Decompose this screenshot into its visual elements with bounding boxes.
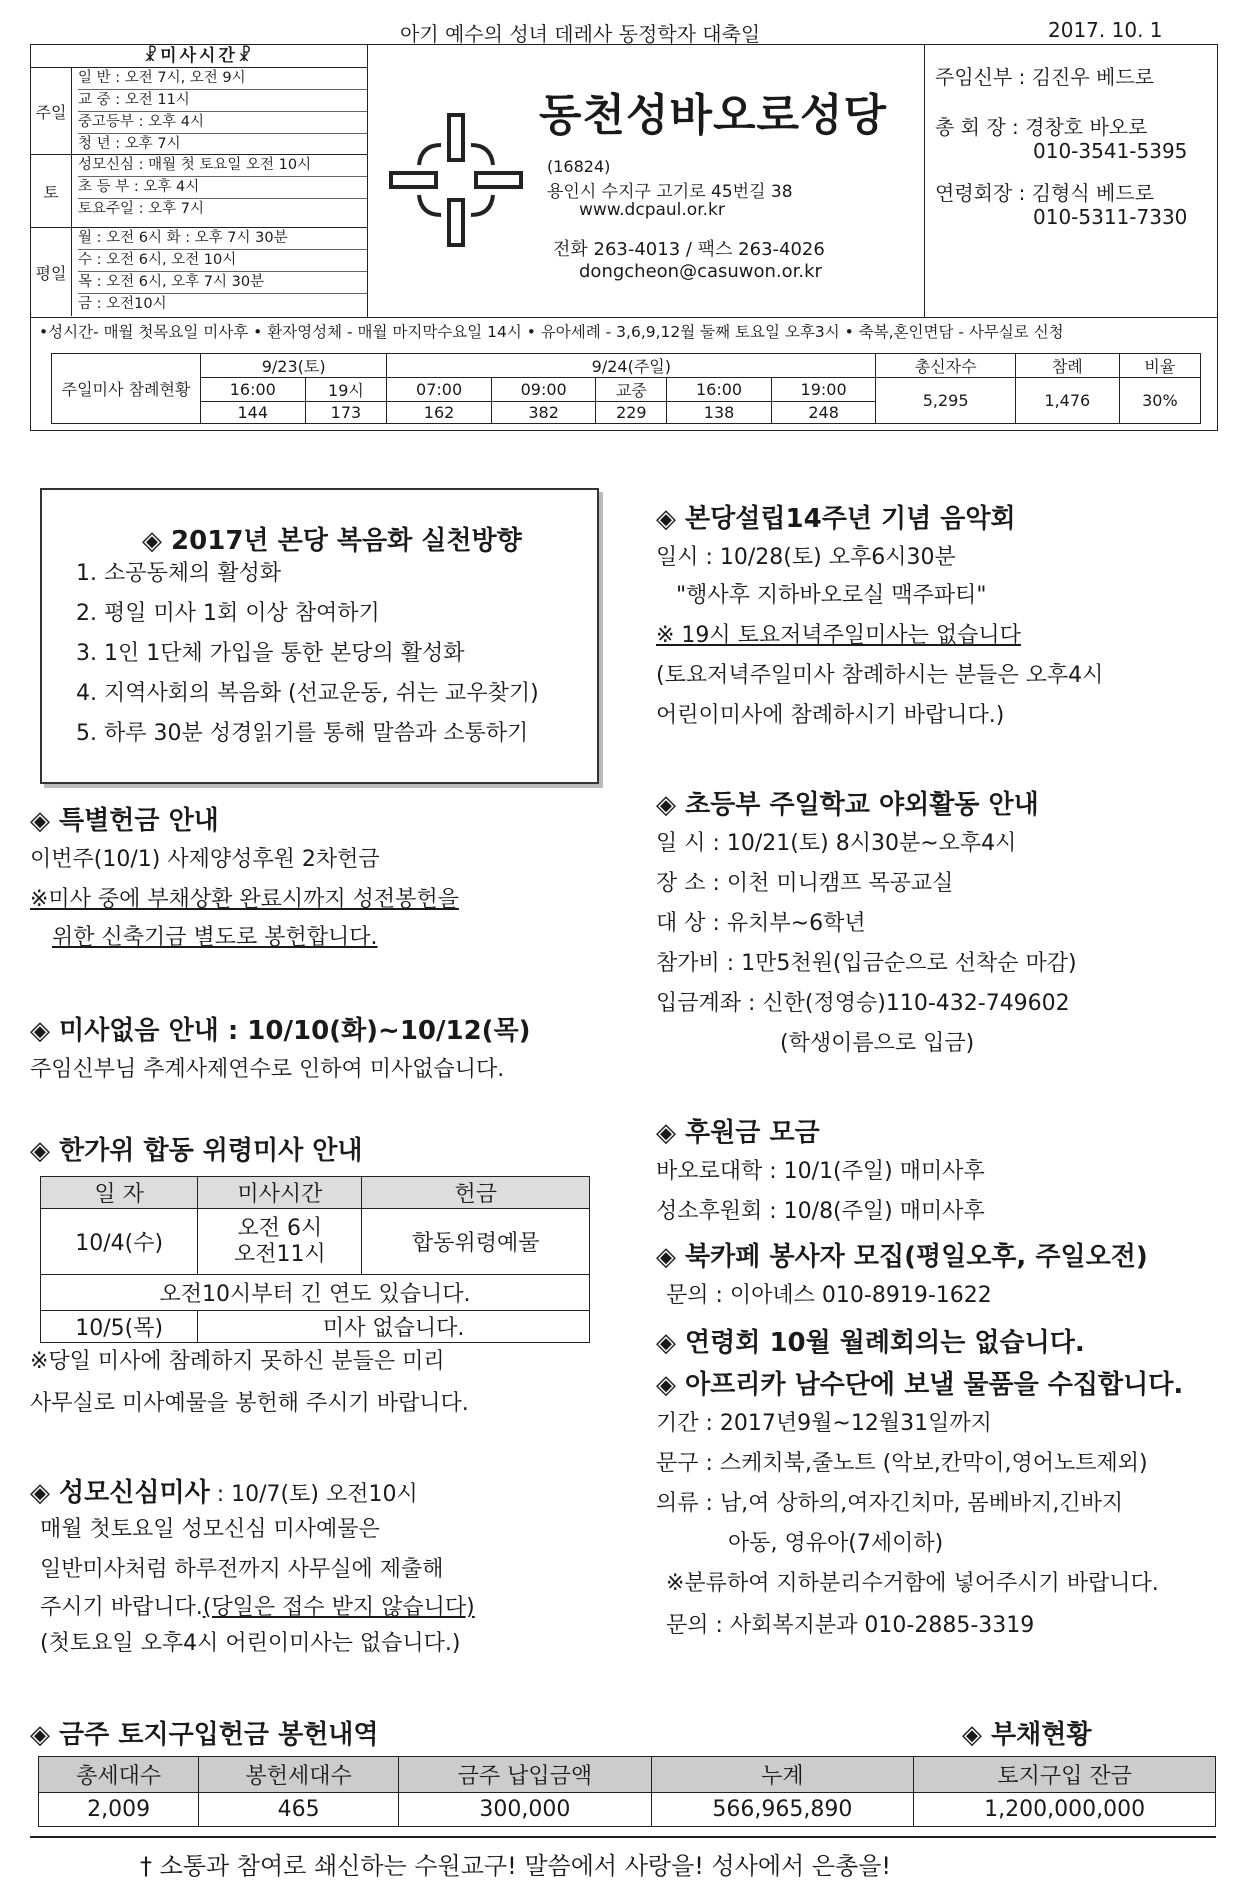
nomass-line: 주임신부님 추계사제연수로 인하여 미사없습니다. — [30, 1057, 505, 1082]
land-value: 300,000 — [399, 1793, 651, 1827]
special-title: ◈ 특별헌금 안내 — [30, 806, 219, 836]
phone-fax: 전화 263-4013 / 팩스 263-4026 — [553, 239, 825, 260]
schedule-group-sunday — [31, 68, 367, 155]
count-cell: 229 — [596, 402, 667, 424]
africa-line: 의류 : 남,여 상하의,여자긴치마, 몸베바지,긴바지 — [656, 1491, 1124, 1516]
land-header: 금주 납입금액 — [399, 1757, 651, 1793]
total-value: 5,295 — [876, 378, 1015, 424]
elder-title: ◈ 연령회 10월 월례회의는 없습니다. — [656, 1328, 1085, 1358]
issue-date: 2017. 10. 1 — [1048, 18, 1163, 42]
mary-when: : 10/7(토) 오전10시 — [209, 1482, 418, 1507]
h-col-offer: 헌금 — [362, 1177, 590, 1209]
footer-rule — [30, 1836, 1216, 1838]
land-value: 1,200,000,000 — [914, 1793, 1216, 1827]
gospel-item: 4. 지역사회의 복음화 (선교운동, 쉬는 교우찾기) — [76, 681, 539, 706]
gospel-item: 1. 소공동체의 활성화 — [76, 561, 281, 586]
school-line: 일 시 : 10/21(토) 8시30분~오후4시 — [656, 831, 1017, 856]
staff-box — [924, 44, 1218, 318]
schedule-line: 일 반 : 오전 7시, 오전 9시 — [78, 68, 367, 90]
special-line: 이번주(10/1) 사제양성후원 2차헌금 — [30, 847, 380, 872]
attendance-label: 주일미사 참례현황 — [52, 354, 201, 424]
africa-line: 아동, 영유아(7세이하) — [728, 1531, 944, 1556]
h-date2: 10/5(목) — [41, 1311, 198, 1343]
count-cell: 382 — [491, 402, 596, 424]
h-col-time: 미사시간 — [198, 1177, 362, 1209]
school-line: 대 상 : 유치부~6학년 — [656, 911, 866, 936]
notice-line: •성시간- 매월 첫목요일 미사후 • 환자영성체 - 매월 마지막수요일 14시 • 유아세례 - 3,6,9,12월 둘째 토요일 오후3시 • 축복,혼인면담 - 사무실로 신청 — [39, 323, 1064, 341]
hangawi-foot-2: 사무실로 미사예물을 봉헌해 주시기 바랍니다. — [30, 1391, 469, 1416]
count-cell: 173 — [305, 402, 387, 424]
count-cell: 138 — [667, 402, 772, 424]
footer-slogan: † 소통과 참여로 쇄신하는 수원교구! 말씀에서 사랑을! 성사에서 은총을! — [140, 1852, 892, 1880]
staff-elder: 연령회장 : 김형식 베드로 — [935, 181, 1155, 205]
h-time1: 오전 6시 — [237, 1215, 323, 1241]
africa-line: 문구 : 스케치북,줄노트 (악보,칸막이,영어노트제외) — [656, 1451, 1148, 1476]
h-time2: 오전11시 — [233, 1241, 326, 1267]
zip-code: (16824) — [547, 157, 611, 176]
attendance-table — [51, 353, 1201, 424]
time-cell: 19시 — [305, 378, 387, 402]
support-line: 성소후원회 : 10/8(주일) 매미사후 — [656, 1199, 985, 1224]
schedule-line: 성모신심 : 매월 첫 토요일 오전 10시 — [78, 155, 367, 177]
staff-president: 총 회 장 : 경창호 바오로 — [935, 115, 1148, 139]
email-link[interactable]: dongcheon@casuwon.or.kr — [579, 261, 822, 282]
group-label: 평일 — [31, 228, 72, 316]
land-value: 566,965,890 — [651, 1793, 914, 1827]
concert-line: (토요저녁주일미사 참례하시는 분들은 오후4시 — [656, 663, 1104, 688]
gospel-box — [40, 488, 599, 784]
schedule-line: 월 : 오전 6시 화 : 오후 7시 30분 — [78, 228, 367, 250]
mary-title: ◈ 성모신심미사 — [30, 1478, 210, 1508]
land-header: 누계 — [651, 1757, 914, 1793]
attend-value: 1,476 — [1015, 378, 1119, 424]
land-table — [38, 1756, 1216, 1827]
feast-title: 아기 예수의 성녀 데레사 동정학자 대축일 — [400, 22, 761, 46]
count-cell: 162 — [387, 402, 492, 424]
time-cell: 19:00 — [771, 378, 876, 402]
concert-line: 일시 : 10/28(토) 오후6시30분 — [656, 545, 956, 570]
africa-title: ◈ 아프리카 남수단에 보낼 물품을 수집합니다. — [656, 1370, 1184, 1400]
gospel-item: 5. 하루 30분 성경읽기를 통해 말씀과 소통하기 — [76, 721, 529, 746]
count-cell: 248 — [771, 402, 876, 424]
notice-strip — [30, 316, 1218, 431]
h-offer: 합동위령예물 — [362, 1209, 590, 1275]
parish-name: 동천성바오로성당 — [539, 90, 888, 141]
africa-line: 문의 : 사회복지분과 010-2885-3319 — [666, 1613, 1035, 1638]
concert-line: 어린이미사에 참례하시기 바랍니다.) — [656, 703, 1005, 728]
schedule-line: 수 : 오전 6시, 오전 10시 — [78, 250, 367, 272]
address: 용인시 수지구 고기로 45번길 38 — [547, 182, 793, 202]
land-title: ◈ 금주 토지구입헌금 봉헌내역 — [30, 1720, 379, 1750]
time-cell: 교중 — [596, 378, 667, 402]
special-note: ※미사 중에 부채상환 완료시까지 성전봉헌을 — [30, 887, 459, 912]
cafe-line: 문의 : 이아녜스 010-8919-1622 — [666, 1283, 992, 1308]
schedule-line: 초 등 부 : 오후 4시 — [78, 177, 367, 199]
ratio-header: 비율 — [1119, 354, 1200, 378]
hangawi-title: ◈ 한가위 합동 위령미사 안내 — [30, 1136, 363, 1166]
website-link[interactable]: www.dcpaul.or.kr — [579, 200, 725, 220]
africa-line: ※분류하여 지하분리수거함에 넣어주시기 바랍니다. — [666, 1571, 1159, 1596]
schedule-line: 중고등부 : 오후 4시 — [78, 112, 367, 134]
ratio-value: 30% — [1119, 378, 1200, 424]
mary-heading — [30, 1472, 418, 1509]
total-header: 총신자수 — [876, 354, 1015, 378]
mary-line: (첫토요일 오후4시 어린이미사는 없습니다.) — [40, 1631, 461, 1656]
concert-title: ◈ 본당설립14주년 기념 음악회 — [656, 504, 1016, 534]
gospel-item: 3. 1인 1단체 가입을 통한 본당의 활성화 — [76, 641, 465, 666]
day1-header: 9/23(토) — [201, 354, 387, 378]
support-line: 바오로대학 : 10/1(주일) 매미사후 — [656, 1159, 985, 1184]
time-cell: 16:00 — [201, 378, 306, 402]
schedule-line: 청 년 : 오후 7시 — [78, 136, 181, 152]
count-cell: 144 — [201, 402, 306, 424]
time-cell: 09:00 — [491, 378, 596, 402]
schedule-group-weekday — [31, 228, 367, 316]
cafe-title: ◈ 북카페 봉사자 모집(평일오후, 주일오전) — [656, 1242, 1148, 1272]
school-line: 장 소 : 이천 미니캠프 목공교실 — [656, 871, 954, 896]
concert-line: ※ 19시 토요저녁주일미사는 없습니다 — [656, 623, 1021, 648]
time-cell: 07:00 — [387, 378, 492, 402]
nomass-title: ◈ 미사없음 안내 : 10/10(화)~10/12(목) — [30, 1016, 531, 1046]
day2-header: 9/24(주일) — [387, 354, 876, 378]
school-title: ◈ 초등부 주일학교 야외활동 안내 — [656, 790, 1039, 820]
h-date: 10/4(수) — [41, 1209, 198, 1275]
support-title: ◈ 후원금 모금 — [656, 1118, 820, 1148]
staff-elder-phone: 010-5311-7330 — [1033, 205, 1188, 229]
group-label: 토 — [31, 155, 72, 227]
land-header: 토지구입 잔금 — [914, 1757, 1216, 1793]
mary-line: 매월 첫토요일 성모신심 미사예물은 — [40, 1517, 380, 1542]
school-line: (학생이름으로 입금) — [780, 1031, 975, 1056]
h-col-date: 일 자 — [41, 1177, 198, 1209]
gospel-item: 2. 평일 미사 1회 이상 참여하기 — [76, 601, 380, 626]
schedule-group-saturday — [31, 155, 367, 228]
mary-line: 일반미사처럼 하루전까지 사무실에 제출해 — [40, 1557, 444, 1582]
attend-header: 참례 — [1015, 354, 1119, 378]
land-header: 봉헌세대수 — [199, 1757, 399, 1793]
gospel-title: ◈ 2017년 본당 복음화 실천방향 — [142, 526, 522, 556]
hangawi-table — [40, 1176, 590, 1343]
hangawi-foot: ※당일 미사에 참례하지 못하신 분들은 미리 — [30, 1349, 445, 1374]
mary-line-a: 주시기 바랍니다. — [40, 1595, 203, 1620]
h-none: 미사 없습니다. — [198, 1311, 590, 1343]
land-value: 465 — [199, 1793, 399, 1827]
schedule-line: 목 : 오전 6시, 오후 7시 30분 — [78, 272, 367, 294]
cross-logo — [381, 105, 531, 255]
mary-line — [40, 1588, 475, 1628]
staff-president-phone: 010-3541-5395 — [1033, 139, 1188, 163]
africa-line: 기간 : 2017년9월~12월31일까지 — [656, 1411, 992, 1436]
group-label: 주일 — [31, 68, 72, 154]
land-header: 총세대수 — [39, 1757, 199, 1793]
special-note-2: 위한 신축기금 별도로 봉헌합니다. — [52, 925, 378, 950]
schedule-line: 토요주일 : 오후 7시 — [78, 201, 204, 217]
schedule-line: 금 : 오전10시 — [78, 296, 167, 312]
parish-info — [367, 44, 924, 318]
school-line: 참가비 : 1만5천원(입금순으로 선착순 마감) — [656, 951, 1077, 976]
schedule-line: 교 중 : 오전 11시 — [78, 90, 367, 112]
land-value: 2,009 — [39, 1793, 199, 1827]
mary-line-b: (당일은 접수 받지 않습니다) — [202, 1595, 475, 1620]
staff-priest: 주임신부 : 김진우 베드로 — [935, 65, 1155, 89]
time-cell: 16:00 — [667, 378, 772, 402]
schedule-title: ☧미사시간☧ — [31, 45, 367, 68]
school-line: 입금계좌 : 신한(정영승)110-432-749602 — [656, 991, 1070, 1016]
concert-line: "행사후 지하바오로실 맥주파티" — [676, 583, 987, 608]
debt-title: ◈ 부채현황 — [962, 1720, 1092, 1750]
h-note: 오전10시부터 긴 연도 있습니다. — [41, 1275, 590, 1311]
mass-schedule — [30, 44, 368, 318]
